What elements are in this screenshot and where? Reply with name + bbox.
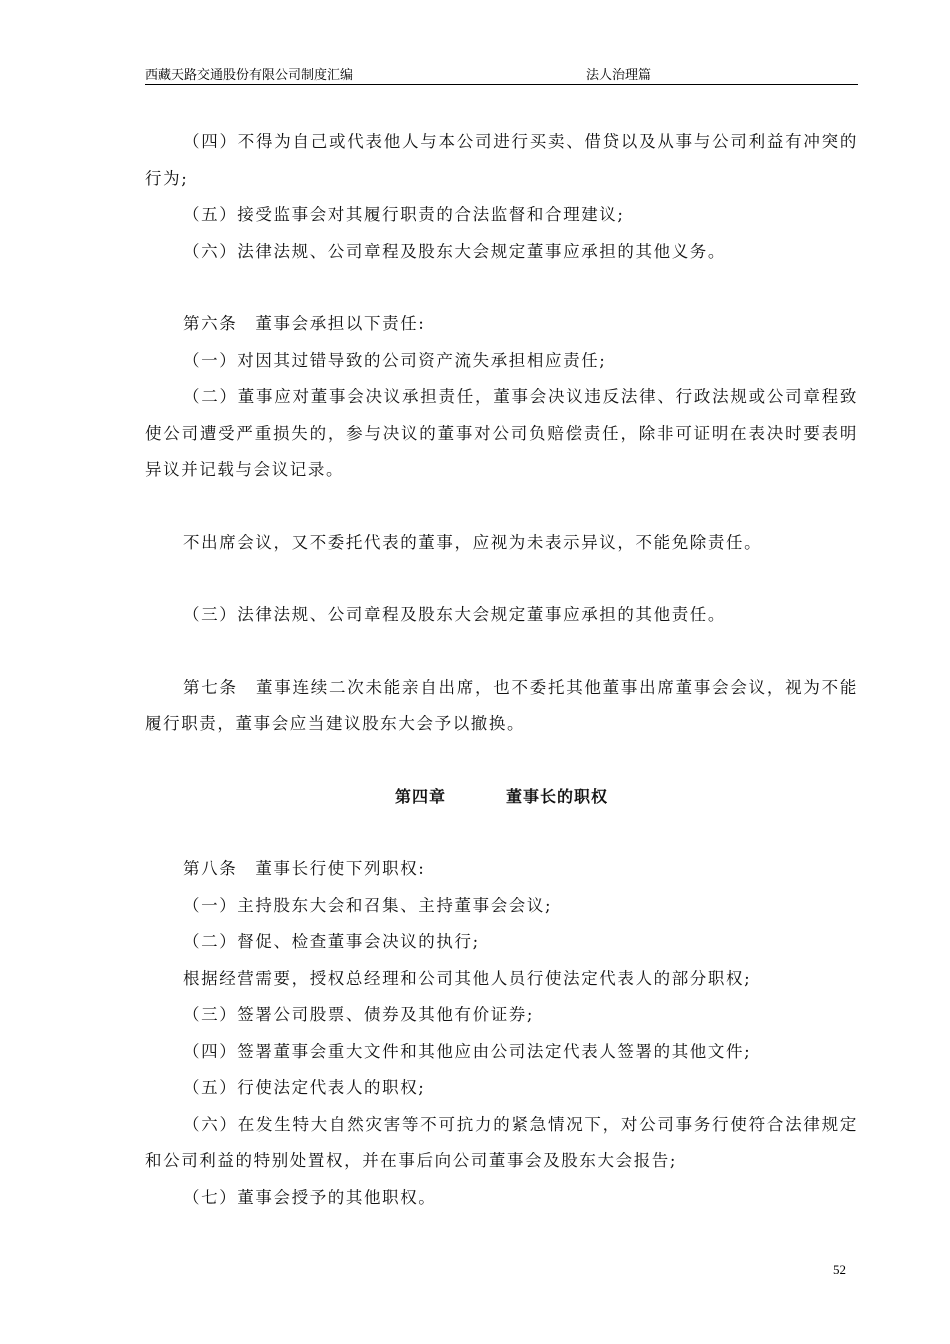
article-heading: 第六条 董事会承担以下责任:: [183, 314, 426, 333]
paragraph: （一）对因其过错导致的公司资产流失承担相应责任;: [183, 350, 607, 370]
header-company-title: 西藏天路交通股份有限公司制度汇编: [145, 68, 354, 83]
paragraph: （四）签署董事会重大文件和其他应由公司法定代表人签署的其他文件;: [183, 1041, 752, 1061]
paragraph: 不出席会议，又不委托代表的董事，应视为未表示异议，不能免除责任。: [183, 532, 763, 552]
article-heading: 第八条 董事长行使下列职权:: [183, 859, 426, 878]
chapter-title: 董事长的职权: [506, 786, 609, 806]
header-rule: [145, 84, 858, 85]
paragraph: （五）行使法定代表人的职权;: [183, 1078, 426, 1097]
header-section-title: 法人治理篇: [586, 68, 652, 83]
chapter-number: 第四章: [394, 786, 446, 806]
page-number: 52: [833, 1262, 846, 1277]
paragraph: （四）不得为自己或代表他人与本公司进行买卖、借贷以及从事与公司利益有冲突的行为;: [145, 132, 858, 188]
paragraph: （六）法律法规、公司章程及股东大会规定董事应承担的其他义务。: [183, 241, 726, 261]
paragraph: （六）在发生特大自然灾害等不可抗力的紧急情况下，对公司事务行使符合法律规定和公司利益的特别处置权，并在事后向公司董事会及股东大会报告;: [145, 1114, 858, 1170]
paragraph: （五）接受监事会对其履行职责的合法监督和合理建议;: [183, 205, 625, 224]
chapter-heading: [145, 779, 858, 816]
spacer: [145, 489, 858, 525]
spacer: [145, 561, 858, 597]
spacer: [145, 743, 858, 779]
paragraph: 根据经营需要，授权总经理和公司其他人员行使法定代表人的部分职权;: [183, 968, 752, 988]
paragraph: （二）督促、检查董事会决议的执行;: [183, 932, 480, 951]
spacer: [145, 815, 858, 851]
paragraph: （七）董事会授予的其他职权。: [183, 1187, 437, 1207]
paragraph: （二）董事应对董事会决议承担责任，董事会决议违反法律、行政法规或公司章程致使公司遭受严重损失的，参与决议的董事对公司负赔偿责任，除非可证明在表决时要表明异议并记载与会议记录。: [145, 387, 858, 479]
article-heading: 第七条 董事连续二次未能亲自出席，也不委托其他董事出席董事会会议，视为不能履行职责，董事会应当建议股东大会予以撤换。: [145, 677, 858, 733]
page-header: [145, 64, 858, 86]
document-body: [145, 124, 858, 1216]
spacer: [145, 634, 858, 670]
spacer: [145, 270, 858, 306]
paragraph: （三）签署公司股票、债券及其他有价证券;: [183, 1005, 535, 1024]
paragraph: （一）主持股东大会和召集、主持董事会会议;: [183, 895, 553, 915]
paragraph: （三）法律法规、公司章程及股东大会规定董事应承担的其他责任。: [183, 605, 726, 624]
